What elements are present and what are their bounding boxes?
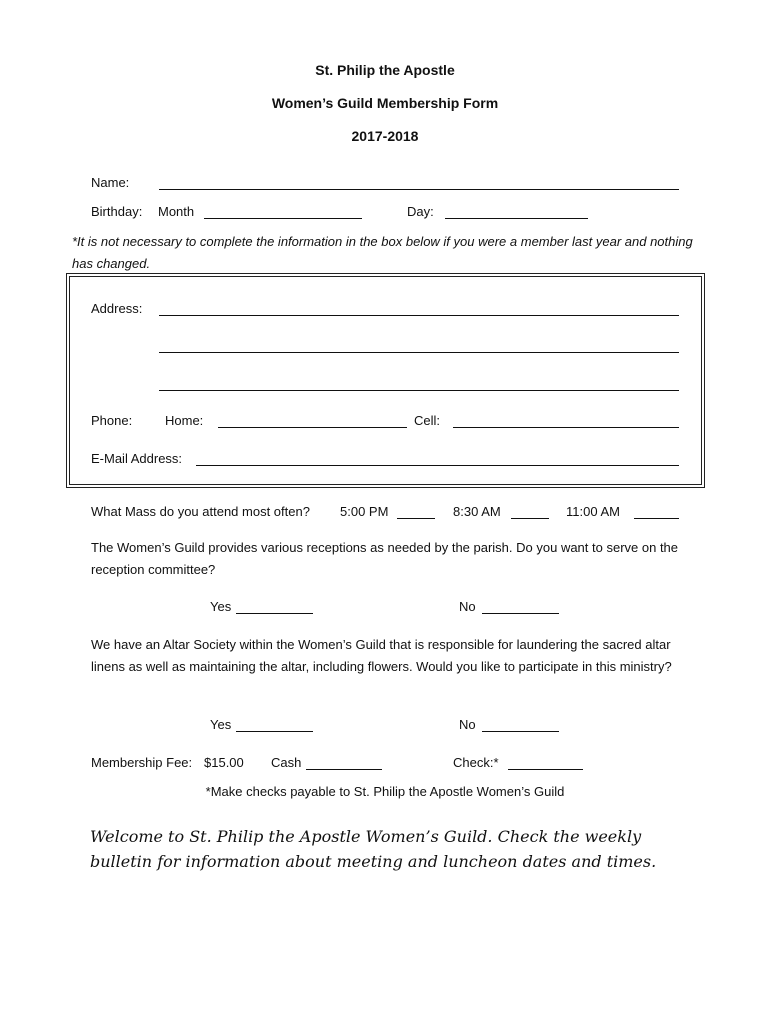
altar-question: We have an Altar Society within the Women’s Guild that is responsible for laundering the sacred altar linens as well as maintaining the altar, including flowers. Would you like to participate in this ministry? [91,637,672,674]
address-line-1[interactable] [159,315,679,316]
reception-yes-label: Yes [210,599,232,614]
form-title: St. Philip the Apostle [315,62,455,78]
check-label: Check:* [453,755,499,770]
mass-500pm-line[interactable] [397,518,435,519]
name-field-line[interactable] [159,189,679,190]
mass-option-500pm: 5:00 PM [340,504,389,519]
reception-yes-line[interactable] [236,613,313,614]
address-line-2[interactable] [159,352,679,353]
reception-no-line[interactable] [482,613,559,614]
month-field-line[interactable] [204,218,362,219]
phone-label: Phone: [91,413,133,428]
welcome-message: Welcome to St. Philip the Apostle Women’s Guild. Check the weekly bulletin for information about meeting and luncheon dates and times. [90,827,657,871]
altar-yes-line[interactable] [236,731,313,732]
day-label: Day: [407,204,434,219]
email-label: E-Mail Address: [91,451,183,466]
form-subtitle: Women’s Guild Membership Form [271,95,499,111]
name-label: Name: [91,175,130,190]
check-note: *Make checks payable to St. Philip the Apostle Women’s Guild [205,784,565,799]
home-phone-line[interactable] [218,427,407,428]
altar-no-label: No [459,717,476,732]
fee-label: Membership Fee: [91,755,193,770]
month-label: Month [158,204,195,219]
cash-label: Cash [271,755,302,770]
cash-line[interactable] [306,769,382,770]
reception-no-label: No [459,599,476,614]
fee-amount: $15.00 [204,755,244,770]
box-note: *It is not necessary to complete the information in the box below if you were a member last year and nothing has changed. [72,234,693,271]
mass-830am-line[interactable] [511,518,549,519]
cell-phone-label: Cell: [414,413,441,428]
reception-question: The Women’s Guild provides various receptions as needed by the parish. Do you want to serve on the reception committee? [91,540,679,577]
address-line-3[interactable] [159,390,679,391]
altar-yes-label: Yes [210,717,232,732]
mass-question: What Mass do you attend most often? [91,504,310,519]
birthday-label: Birthday: [91,204,143,219]
email-line[interactable] [196,465,679,466]
home-phone-label: Home: [165,413,204,428]
mass-option-1100am: 11:00 AM [566,504,620,519]
mass-1100am-line[interactable] [634,518,679,519]
altar-no-line[interactable] [482,731,559,732]
check-line[interactable] [508,769,583,770]
form-year: 2017-2018 [351,128,419,144]
day-field-line[interactable] [445,218,588,219]
address-label: Address: [91,301,143,316]
cell-phone-line[interactable] [453,427,679,428]
mass-option-830am: 8:30 AM [453,504,501,519]
